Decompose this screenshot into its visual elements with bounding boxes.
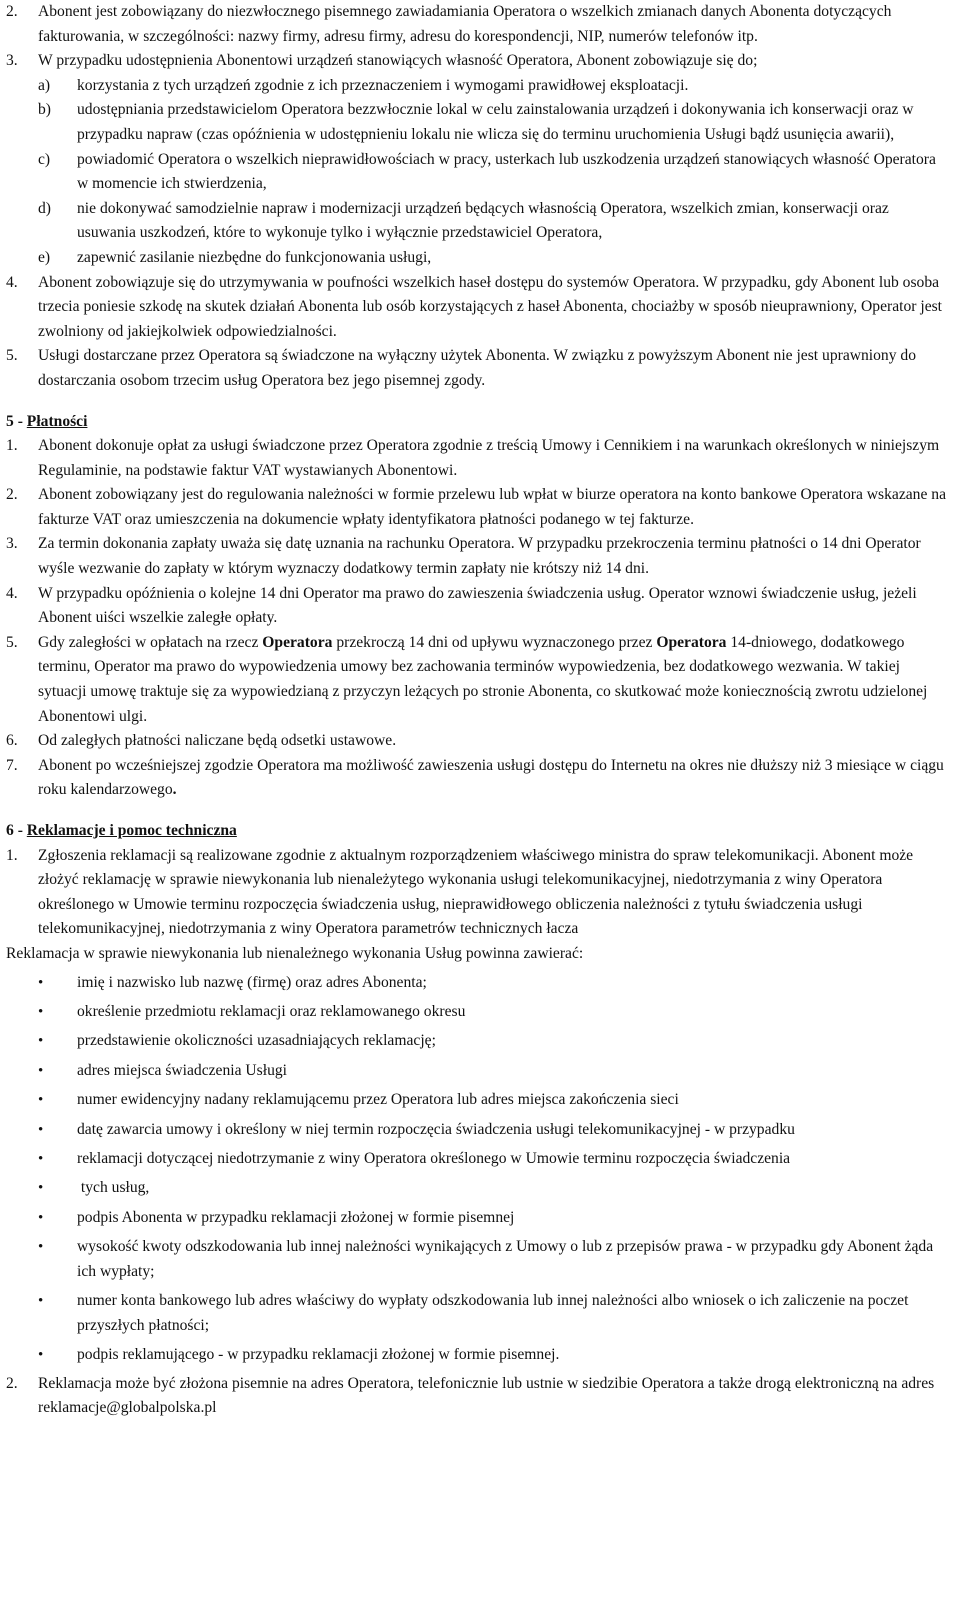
clause-number: 2. <box>6 486 18 504</box>
bullet-icon: • <box>38 1062 44 1079</box>
list-item <box>6 1289 946 1338</box>
list-item-text: numer konta bankowego lub adres właściwy do wypłaty odszkodowania lub innej należności albo wniosek o ich zaliczenie na poczet przyszłych płatności; <box>77 1292 909 1334</box>
sub-clause-text: zapewnić zasilanie niezbędne do funkcjonowania usługi, <box>77 248 432 266</box>
sub-clause-letter: b) <box>38 101 51 119</box>
list-item-text: określenie przedmiotu reklamacji oraz reklamowanego okresu <box>77 1002 466 1020</box>
list-item <box>6 1000 946 1025</box>
sub-clause-c <box>6 148 946 197</box>
clause-text-part: 14-dniowego, dodatkowego terminu, Operator ma prawo do wypowiedzenia umowy bez zachowania terminów wypowiedzenia, bez dodatkowego wezwania. W takiej sytuacji umowę traktuje się za wypowiedzianą z przyczyn leżących po stronie Abonenta, co skutkować może koniecznością zwrotu udzielonej Abonentowi ulgi. <box>38 633 928 725</box>
list-item-text: datę zawarcia umowy i określony w niej termin rozpoczęcia świadczenia usługi telekomunikacyjnej - w przypadku <box>77 1120 795 1138</box>
sub-clause-e <box>6 246 946 271</box>
list-item <box>6 971 946 996</box>
clause-text: W przypadku udostępnienia Abonentowi urządzeń stanowiących własność Operatora, Abonent zobowiązuje się do; <box>38 52 758 70</box>
section-number: 6 - <box>6 822 23 839</box>
sub-clause-text: nie dokonywać samodzielnie napraw i modernizacji urządzeń będących własnością Operatora, wszelkich zmian, konserwacji oraz usuwania uszkodzeń, które to wykonuje tylko i wyłącznie przedstawiciel Operatora, <box>77 199 889 242</box>
clause-number: 3. <box>6 52 18 70</box>
clause-number: 2. <box>6 3 18 20</box>
list-item-text: numer ewidencyjny nadany reklamującemu przez Operatora lub adres miejsca zakończenia sieci <box>77 1091 679 1109</box>
list-item <box>6 1235 946 1284</box>
sub-clause-text: korzystania z tych urządzeń zgodnie z ich przeznaczeniem i wymogami prawidłowej eksploatacji. <box>77 76 689 94</box>
clause-text: Reklamacja może być złożona pisemnie na adres Operatora, telefonicznie lub ustnie w siedzibie Operatora a także drogą elektroniczną na adres reklamacje@globalpolska.pl <box>38 1374 935 1417</box>
bullet-icon: • <box>38 1003 44 1020</box>
clause-text: Abonent dokonuje opłat za usługi świadczone przez Operatora zgodnie z treścią Umowy i Cennikiem i na warunkach określonych w niniejszym Regulaminie, na podstawie faktur VAT wystawianych Abonentowi. <box>38 437 940 479</box>
clause-number: 7. <box>6 756 18 774</box>
clause-2 <box>6 0 946 49</box>
sub-clause-letter: e) <box>38 248 51 266</box>
list-item-text: tych usług, <box>77 1179 150 1197</box>
clause-text: Abonent zobowiązuje się do utrzymywania w poufności wszelkich haseł dostępu do systemów Operatora. W przypadku, gdy Abonent lub osoba trzecia poniesie szkodę na skutek działań Abonenta lub osób korzystających z haseł Abonenta, chociażby w sposób nieuprawniony, Operator jest zwolniony od jakiejkolwiek odpowiedzialności. <box>38 273 943 340</box>
list-item <box>6 1206 946 1231</box>
clause-text: Abonent jest zobowiązany do niezwłocznego pisemnego zawiadamiania Operatora o wszelkich zmianach danych Abonenta dotyczących fakturowania, w szczególności: nazwy firmy, adresu firmy, adresu do korespondencji, NIP, numerów telefonów itp. <box>38 3 892 45</box>
sub-clause-a <box>6 74 946 99</box>
operator-emphasis: Operatora <box>656 633 727 651</box>
clause-number: 6. <box>6 732 18 750</box>
clause-text: Za termin dokonania zapłaty uważa się datę uznania na rachunku Operatora. W przypadku przekroczenia terminu płatności o 14 dni Operator wyśle wezwanie do zapłaty w którym wyznaczy dodatkowy termin zapłaty nie krótszy niż 14 dni. <box>38 535 921 578</box>
bullet-icon: • <box>38 974 44 991</box>
bullet-icon: • <box>38 1209 44 1226</box>
list-item <box>6 1118 946 1143</box>
bullet-icon: • <box>38 1033 44 1050</box>
sub-clause-letter: a) <box>38 76 51 94</box>
list-item <box>6 1059 946 1084</box>
bullet-icon: • <box>38 1347 44 1364</box>
clause-text: Abonent zobowiązany jest do regulowania należności w formie przelewu lub wpłat w biurze operatora na konto bankowe Operatora wskazane na fakturze VAT oraz umieszczenia na dokumencie wpłaty identyfikatora płatności podanego w tej fakturze. <box>38 486 946 528</box>
clause-text-part: Gdy zaległości w opłatach na rzecz <box>38 633 263 651</box>
sub-clause-b <box>6 98 946 147</box>
clause-end-mark: . <box>172 781 177 799</box>
section-heading-complaints <box>6 819 946 844</box>
clause-5 <box>6 344 946 393</box>
complaint-intro: Reklamacja w sprawie niewykonania lub nienależnego wykonania Usług powinna zawierać: <box>6 944 584 962</box>
list-item-text: podpis Abonenta w przypadku reklamacji złożonej w formie pisemnej <box>77 1208 515 1226</box>
operator-emphasis: Operatora <box>262 633 333 651</box>
bullet-icon: • <box>38 1150 44 1167</box>
list-item <box>6 1147 946 1172</box>
section-heading-payments <box>6 410 946 435</box>
bullet-icon: • <box>38 1180 44 1197</box>
list-item-text: imię i nazwisko lub nazwę (firmę) oraz adres Abonenta; <box>77 973 427 991</box>
sub-clause-d <box>6 197 946 246</box>
clause-number: 1. <box>6 846 18 864</box>
bullet-icon: • <box>38 1121 44 1138</box>
bullet-icon: • <box>38 1293 44 1310</box>
clause-text: Usługi dostarczane przez Operatora są świadczone na wyłączny użytek Abonenta. W związku z powyższym Abonent nie jest uprawniony do dostarczania osobom trzecim usług Operatora bez jego pisemnej zgody. <box>38 347 917 389</box>
clause-number: 5. <box>6 633 18 651</box>
payment-clause-5 <box>6 631 946 729</box>
clause-3 <box>6 49 946 74</box>
section-title: Płatności <box>26 412 88 430</box>
complaint-clause-2 <box>6 1372 946 1421</box>
complaint-requirements-list <box>6 971 946 1368</box>
clause-number: 3. <box>6 535 18 553</box>
sub-clause-letter: c) <box>38 150 51 168</box>
list-item-text: podpis reklamującego - w przypadku reklamacji złożonej w formie pisemnej. <box>77 1346 560 1364</box>
clause-number: 1. <box>6 437 18 455</box>
clause-number: 4. <box>6 273 18 291</box>
clause-number: 2. <box>6 1374 18 1392</box>
payment-clause-4 <box>6 582 946 631</box>
clause-text-part: przekroczą 14 dni od upływu wyznaczonego przez <box>332 633 657 651</box>
sub-clause-text: powiadomić Operatora o wszelkich nieprawidłowościach w pracy, usterkach lub uszkodzenia urządzeń stanowiących własność Operatora w momencie ich stwierdzenia, <box>77 150 936 193</box>
sub-clause-text: udostępniania przedstawicielom Operatora bezzwłocznie lokal w celu zainstalowania urządzeń i dokonywania ich konserwacji oraz w przypadku napraw (czas opóźnienia w udostępnieniu lokalu nie wlicza się do terminu uruchomienia Usługi bądź usunięcia awarii), <box>77 101 914 143</box>
bullet-icon: • <box>38 1239 44 1256</box>
bullet-icon: • <box>38 1092 44 1109</box>
complaint-clause-1 <box>6 844 946 942</box>
sub-clause-letter: d) <box>38 199 51 217</box>
list-item-text: wysokość kwoty odszkodowania lub innej należności wynikających z Umowy o lub z przepisów prawa - w przypadku gdy Abonent żąda ich wypłaty; <box>77 1238 934 1280</box>
section-number: 5 - <box>6 412 23 430</box>
clause-text: Zgłoszenia reklamacji są realizowane zgodnie z aktualnym rozporządzeniem właściwego ministra do spraw telekomunikacji. Abonent może złożyć reklamację w sprawie niewykonania lub nienależytego wykonania usługi telekomunikacyjnej, niedotrzymania z winy Operatora określonego w Umowie terminu rozpoczęcia świadczenia usług, nieprawidłowego obliczenia należności z tytułu świadczenia usługi telekomunikacyjnej, niedotrzymania z winy Operatora parametrów technicznych łacza <box>38 846 914 938</box>
list-item <box>6 1343 946 1368</box>
payment-clause-2 <box>6 483 946 532</box>
list-item <box>6 1029 946 1054</box>
list-item <box>6 1176 946 1201</box>
clause-text: Od zaległych płatności naliczane będą odsetki ustawowe. <box>38 732 397 750</box>
list-item-text: przedstawienie okoliczności uzasadniających reklamację; <box>77 1032 436 1050</box>
payment-clause-3 <box>6 532 946 581</box>
list-item-text: reklamacji dotyczącej niedotrzymanie z winy Operatora określonego w Umowie terminu rozpoczęcia świadczenia <box>77 1149 791 1167</box>
payment-clause-1 <box>6 434 946 483</box>
list-item-text: adres miejsca świadczenia Usługi <box>77 1061 288 1079</box>
payment-clause-6 <box>6 729 946 754</box>
clause-number: 4. <box>6 584 18 602</box>
section-title: Reklamacje i pomoc techniczna <box>26 822 237 839</box>
clause-number: 5. <box>6 347 18 365</box>
clause-4 <box>6 271 946 345</box>
payment-clause-7 <box>6 754 946 803</box>
list-item <box>6 1088 946 1113</box>
clause-text: Abonent po wcześniejszej zgodzie Operatora ma możliwość zawieszenia usługi dostępu do Internetu na okres nie dłuższy niż 3 miesiące w ciągu roku kalendarzowego <box>38 756 944 799</box>
clause-text: W przypadku opóźnienia o kolejne 14 dni Operator ma prawo do zawieszenia świadczenia usług. Operator wznowi świadczenie usług, jeżeli Abonent uiści wszelkie zaległe opłaty. <box>38 584 917 627</box>
